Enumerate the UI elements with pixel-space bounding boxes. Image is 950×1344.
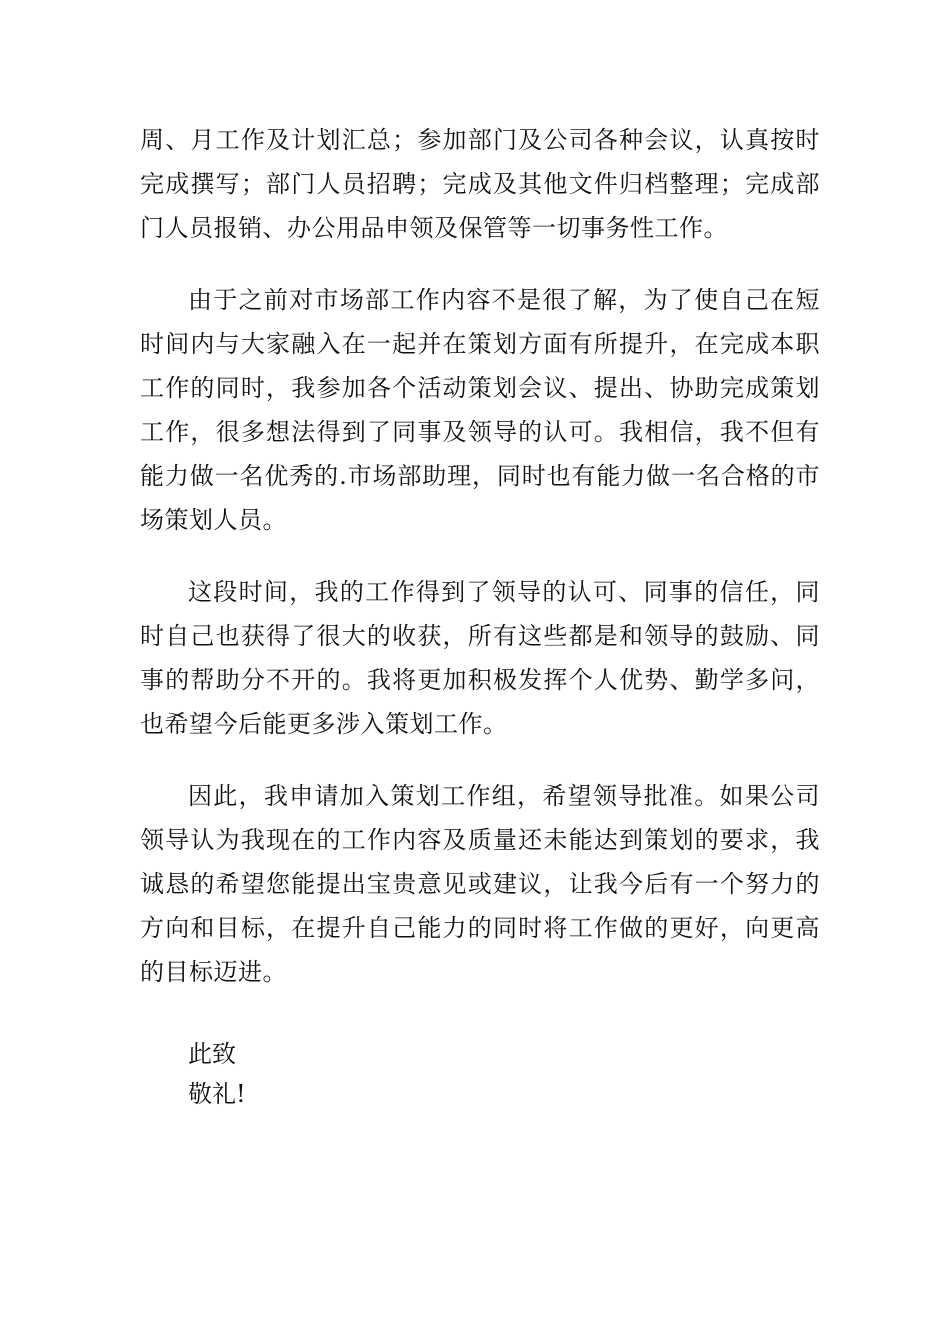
paragraph-continuation: 周、月工作及计划汇总；参加部门及公司各种会议，认真按时完成撰写；部门人员招聘；完成及其他文件归档整理；完成部门人员报销、办公用品申领及保管等一切事务性工作。 bbox=[140, 126, 820, 242]
letter-body bbox=[140, 118, 820, 1114]
paragraph-request: 因此，我申请加入策划工作组，希望领导批准。如果公司领导认为我现在的工作内容及质量还未能达到策划的要求，我诚恳的希望您能提出宝贵意见或建议，让我今后有一个努力的方向和目标，在提升自己能力的同时将工作做的更好，向更高的目标迈进。 bbox=[140, 782, 820, 986]
paragraph-marketing: 由于之前对市场部工作内容不是很了解，为了使自己在短时间内与大家融入在一起并在策划方面有所提升，在完成本职工作的同时，我参加各个活动策划会议、提出、协助完成策划工作，很多想法得到了同事及领导的认可。我相信，我不但有能力做一名优秀的.市场部助理，同时也有能力做一名合格的市场策划人员。 bbox=[140, 286, 820, 534]
paragraph-recognition: 这段时间，我的工作得到了领导的认可、同事的信任，同时自己也获得了很大的收获，所有这些都是和领导的鼓励、同事的帮助分不开的。我将更加积极发挥个人优势、勤学多问，也希望今后能更多涉入策划工作。 bbox=[140, 578, 820, 738]
closing-regards: 敬礼! bbox=[188, 1080, 246, 1108]
letter-closing bbox=[140, 1034, 820, 1114]
closing-salutation: 此致 bbox=[188, 1040, 236, 1068]
